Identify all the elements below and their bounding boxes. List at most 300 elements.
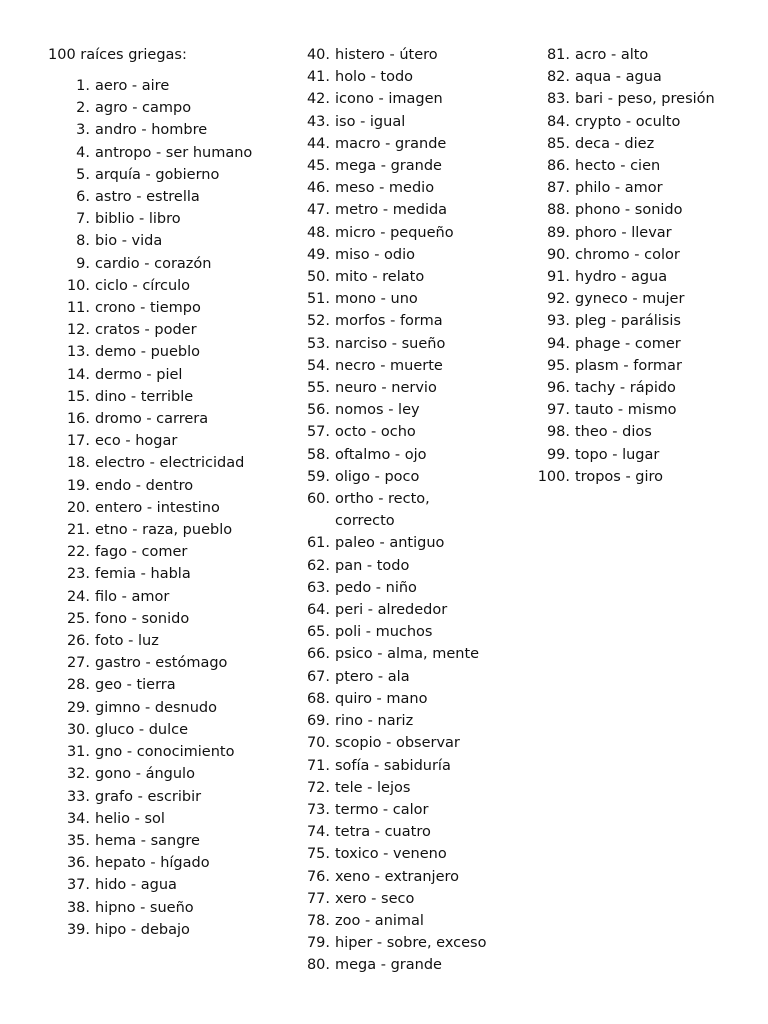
root-definition: ciclo - círculo <box>95 277 191 294</box>
item-number: 53. <box>306 335 330 352</box>
root-definition: pleg - parálisis <box>575 313 681 330</box>
root-definition: poli - muchos <box>335 624 433 641</box>
item-number: 59. <box>306 468 330 485</box>
item-number: 63. <box>306 579 330 596</box>
root-list-item <box>50 497 260 519</box>
item-number: 4. <box>76 144 90 161</box>
root-definition: dermo - piel <box>95 366 183 383</box>
root-list-item <box>300 444 490 466</box>
item-number: 57. <box>306 424 330 441</box>
root-definition: dromo - carrera <box>95 411 209 428</box>
root-list-item <box>300 888 490 910</box>
root-definition: tropos - giro <box>575 468 664 485</box>
item-number: 23. <box>66 566 90 583</box>
item-number: 88. <box>546 202 570 219</box>
root-list-item <box>50 763 260 785</box>
item-number: 31. <box>66 744 90 761</box>
root-list-item <box>50 186 260 208</box>
root-list-item <box>530 111 730 133</box>
item-number: 86. <box>546 158 570 175</box>
root-list-item <box>50 364 260 386</box>
root-definition: crypto - oculto <box>575 113 681 130</box>
root-list-item <box>300 222 490 244</box>
root-definition: foto - luz <box>95 633 159 650</box>
item-number: 60. <box>306 491 330 508</box>
item-number: 40. <box>306 47 330 63</box>
root-list-item <box>300 155 490 177</box>
item-number: 89. <box>546 224 570 241</box>
item-number: 6. <box>76 189 90 206</box>
root-list-item <box>300 466 490 488</box>
root-list-item <box>300 755 490 777</box>
root-list-item <box>50 897 260 919</box>
root-definition: ptero - ala <box>335 668 410 685</box>
root-list-item <box>530 266 730 288</box>
item-number: 76. <box>306 868 330 885</box>
root-list-item <box>530 155 730 177</box>
root-definition: phage - comer <box>575 335 681 352</box>
root-definition: quiro - mano <box>335 690 428 707</box>
item-number: 11. <box>66 300 90 317</box>
item-number: 87. <box>546 180 570 197</box>
item-number: 15. <box>66 388 90 405</box>
root-definition: gono - ángulo <box>95 766 195 783</box>
root-definition: hipo - debajo <box>95 921 190 938</box>
root-list-item <box>300 44 490 66</box>
item-number: 54. <box>306 357 330 374</box>
root-definition: agro - campo <box>95 100 192 117</box>
root-definition: necro - muerte <box>335 357 443 374</box>
root-list-item <box>530 199 730 221</box>
root-list-item <box>50 630 260 652</box>
item-number: 5. <box>76 166 90 183</box>
item-number: 55. <box>306 380 330 397</box>
item-number: 45. <box>306 158 330 175</box>
root-list-item <box>530 399 730 421</box>
item-number: 96. <box>546 380 570 397</box>
root-list-item <box>300 599 490 621</box>
root-definition: geo - tierra <box>95 677 176 694</box>
root-definition: tele - lejos <box>335 779 411 796</box>
root-list-item <box>300 555 490 577</box>
item-number: 35. <box>66 832 90 849</box>
item-number: 37. <box>66 877 90 894</box>
root-definition: gyneco - mujer <box>575 291 685 308</box>
root-list-item <box>300 688 490 710</box>
item-number: 85. <box>546 135 570 152</box>
root-definition: termo - calor <box>335 801 429 818</box>
root-list-item <box>300 177 490 199</box>
item-number: 3. <box>76 122 90 139</box>
root-list-item <box>530 288 730 310</box>
item-number: 66. <box>306 646 330 663</box>
root-list-item <box>530 133 730 155</box>
root-list-item <box>300 355 490 377</box>
root-list-item <box>300 643 490 665</box>
item-number: 25. <box>66 610 90 627</box>
root-definition: psico - alma, mente <box>335 646 480 663</box>
root-list-item <box>300 777 490 799</box>
root-definition: hema - sangre <box>95 832 200 849</box>
root-list-item <box>300 954 490 976</box>
item-number: 62. <box>306 557 330 574</box>
root-list-item <box>300 399 490 421</box>
root-list-item <box>50 541 260 563</box>
root-list-item <box>300 710 490 732</box>
root-definition: toxico - veneno <box>335 846 447 863</box>
root-definition: macro - grande <box>335 135 447 152</box>
root-definition: morfos - forma <box>335 313 443 330</box>
item-number: 67. <box>306 668 330 685</box>
root-list-item <box>50 697 260 719</box>
item-number: 97. <box>546 402 570 419</box>
item-number: 2. <box>76 100 90 117</box>
root-list-item <box>50 586 260 608</box>
root-definition: antropo - ser humano <box>95 144 253 161</box>
root-definition: etno - raza, pueblo <box>95 522 233 539</box>
root-definition: oftalmo - ojo <box>335 446 427 463</box>
root-definition: aero - aire <box>95 78 170 94</box>
item-number: 74. <box>306 824 330 841</box>
item-number: 94. <box>546 335 570 352</box>
root-list-item <box>530 66 730 88</box>
item-number: 26. <box>66 633 90 650</box>
root-definition: acro - alto <box>575 47 649 63</box>
root-definition: deca - diez <box>575 135 655 152</box>
item-number: 24. <box>66 588 90 605</box>
root-list-item <box>300 88 490 110</box>
roots-column-3 <box>530 44 730 488</box>
item-number: 77. <box>306 890 330 907</box>
item-number: 50. <box>306 269 330 286</box>
root-definition: mono - uno <box>335 291 418 308</box>
root-list-item <box>530 44 730 66</box>
root-list-item <box>300 421 490 443</box>
root-list-item <box>300 199 490 221</box>
root-definition: phoro - llevar <box>575 224 672 241</box>
item-number: 19. <box>66 477 90 494</box>
root-list-item <box>50 142 260 164</box>
root-definition: gno - conocimiento <box>95 744 235 761</box>
roots-column-2 <box>300 44 490 977</box>
item-number: 10. <box>66 277 90 294</box>
item-number: 91. <box>546 269 570 286</box>
item-number: 12. <box>66 322 90 339</box>
root-definition: grafo - escribir <box>95 788 202 805</box>
root-definition: scopio - observar <box>335 735 460 752</box>
root-list-item <box>300 821 490 843</box>
item-number: 21. <box>66 522 90 539</box>
root-list-item <box>50 786 260 808</box>
root-definition: andro - hombre <box>95 122 208 139</box>
item-number: 1. <box>76 78 90 94</box>
root-list-item <box>50 319 260 341</box>
root-definition: topo - lugar <box>575 446 660 463</box>
root-list-item <box>300 133 490 155</box>
item-number: 38. <box>66 899 90 916</box>
root-definition: theo - dios <box>575 424 652 441</box>
root-list-item <box>530 88 730 110</box>
item-number: 18. <box>66 455 90 472</box>
item-number: 27. <box>66 655 90 672</box>
root-definition: tetra - cuatro <box>335 824 431 841</box>
item-number: 78. <box>306 912 330 929</box>
root-definition: cratos - poder <box>95 322 197 339</box>
root-definition: fago - comer <box>95 544 188 561</box>
root-definition: femia - habla <box>95 566 191 583</box>
root-definition: plasm - formar <box>575 357 682 374</box>
root-list-item <box>50 741 260 763</box>
root-list-item <box>300 111 490 133</box>
item-number: 92. <box>546 291 570 308</box>
item-number: 49. <box>306 246 330 263</box>
root-list-item <box>300 843 490 865</box>
root-list-item <box>50 386 260 408</box>
page-title: 100 raíces griegas: <box>48 47 187 63</box>
root-list-item <box>300 288 490 310</box>
root-list-item <box>50 297 260 319</box>
item-number: 32. <box>66 766 90 783</box>
item-number: 79. <box>306 935 330 952</box>
root-list-item <box>50 652 260 674</box>
item-number: 29. <box>66 699 90 716</box>
root-list-item <box>300 577 490 599</box>
item-number: 41. <box>306 69 330 86</box>
root-definition: icono - imagen <box>335 91 443 108</box>
item-number: 72. <box>306 779 330 796</box>
root-definition: pan - todo <box>335 557 410 574</box>
item-number: 48. <box>306 224 330 241</box>
root-definition: phono - sonido <box>575 202 683 219</box>
item-number: 20. <box>66 499 90 516</box>
root-definition: pedo - niño <box>335 579 417 596</box>
item-number: 90. <box>546 246 570 263</box>
root-definition: neuro - nervio <box>335 380 437 397</box>
root-definition: endo - dentro <box>95 477 194 494</box>
root-list-item <box>300 377 490 399</box>
root-list-item <box>530 421 730 443</box>
item-number: 36. <box>66 855 90 872</box>
item-number: 99. <box>546 446 570 463</box>
root-list-item <box>530 377 730 399</box>
item-number: 82. <box>546 69 570 86</box>
item-number: 73. <box>306 801 330 818</box>
root-list-item <box>50 475 260 497</box>
root-definition: nomos - ley <box>335 402 420 419</box>
root-definition: xero - seco <box>335 890 415 907</box>
root-definition: zoo - animal <box>335 912 424 929</box>
item-number: 39. <box>66 921 90 938</box>
root-definition: mega - grande <box>335 158 442 175</box>
item-number: 46. <box>306 180 330 197</box>
root-definition: hipno - sueño <box>95 899 194 916</box>
root-list-item <box>300 621 490 643</box>
root-list-item <box>50 164 260 186</box>
item-number: 52. <box>306 313 330 330</box>
root-list-item <box>50 230 260 252</box>
item-number: 81. <box>546 47 570 63</box>
root-definition: crono - tiempo <box>95 300 201 317</box>
root-list-item <box>50 119 260 141</box>
item-number: 51. <box>306 291 330 308</box>
root-list-item <box>50 919 260 941</box>
root-list-item <box>50 830 260 852</box>
root-definition: aqua - agua <box>575 69 662 86</box>
root-definition: paleo - antiguo <box>335 535 445 552</box>
root-definition: demo - pueblo <box>95 344 200 361</box>
root-definition: arquía - gobierno <box>95 166 220 183</box>
root-list-item <box>530 222 730 244</box>
root-definition: tachy - rápido <box>575 380 676 397</box>
root-definition: tauto - mismo <box>575 402 677 419</box>
root-definition: hiper - sobre, exceso <box>335 935 487 952</box>
roots-column-1 <box>50 75 260 941</box>
root-list-item <box>300 310 490 332</box>
item-number: 75. <box>306 846 330 863</box>
item-number: 100. <box>537 468 570 485</box>
root-list-item <box>50 874 260 896</box>
root-definition: octo - ocho <box>335 424 416 441</box>
item-number: 68. <box>306 690 330 707</box>
root-list-item <box>300 333 490 355</box>
item-number: 8. <box>76 233 90 250</box>
root-list-item <box>50 275 260 297</box>
root-list-item <box>50 408 260 430</box>
item-number: 58. <box>306 446 330 463</box>
item-number: 71. <box>306 757 330 774</box>
root-definition: gastro - estómago <box>95 655 228 672</box>
root-definition: bio - vida <box>95 233 163 250</box>
root-definition: gimno - desnudo <box>95 699 218 716</box>
root-definition: entero - intestino <box>95 499 220 516</box>
root-list-item <box>530 177 730 199</box>
root-list-item <box>50 75 260 97</box>
root-list-item <box>300 910 490 932</box>
root-list-item <box>50 430 260 452</box>
root-list-item <box>300 244 490 266</box>
root-list-item <box>530 310 730 332</box>
item-number: 69. <box>306 713 330 730</box>
root-definition: oligo - poco <box>335 468 420 485</box>
root-definition: mega - grande <box>335 957 442 974</box>
item-number: 83. <box>546 91 570 108</box>
item-number: 61. <box>306 535 330 552</box>
root-definition: chromo - color <box>575 246 680 263</box>
root-list-item <box>50 341 260 363</box>
root-definition: miso - odio <box>335 246 416 263</box>
item-number: 64. <box>306 602 330 619</box>
root-list-item <box>300 666 490 688</box>
root-definition: bari - peso, presión <box>575 91 715 108</box>
root-list-item <box>50 97 260 119</box>
item-number: 56. <box>306 402 330 419</box>
root-definition: astro - estrella <box>95 189 200 206</box>
root-definition: eco - hogar <box>95 433 178 450</box>
item-number: 17. <box>66 433 90 450</box>
root-list-item <box>50 852 260 874</box>
item-number: 33. <box>66 788 90 805</box>
root-definition: histero - útero <box>335 47 438 63</box>
item-number: 47. <box>306 202 330 219</box>
root-definition: dino - terrible <box>95 388 194 405</box>
item-number: 9. <box>76 255 90 272</box>
root-definition: electro - electricidad <box>95 455 245 472</box>
root-list-item <box>530 333 730 355</box>
item-number: 65. <box>306 624 330 641</box>
root-list-item <box>50 208 260 230</box>
root-list-item <box>50 563 260 585</box>
item-number: 30. <box>66 721 90 738</box>
item-number: 70. <box>306 735 330 752</box>
item-number: 28. <box>66 677 90 694</box>
root-list-item <box>300 932 490 954</box>
root-definition: mito - relato <box>335 269 425 286</box>
root-definition: cardio - corazón <box>95 255 212 272</box>
item-number: 16. <box>66 411 90 428</box>
root-list-item <box>300 532 490 554</box>
item-number: 13. <box>66 344 90 361</box>
item-number: 43. <box>306 113 330 130</box>
item-number: 22. <box>66 544 90 561</box>
root-definition: hydro - agua <box>575 269 668 286</box>
root-definition: narciso - sueño <box>335 335 446 352</box>
root-list-item <box>50 719 260 741</box>
root-definition: hepato - hígado <box>95 855 210 872</box>
item-number: 80. <box>306 957 330 974</box>
item-number: 84. <box>546 113 570 130</box>
root-definition: sofía - sabiduría <box>335 757 451 774</box>
item-number: 14. <box>66 366 90 383</box>
root-list-item <box>50 519 260 541</box>
root-list-item <box>50 808 260 830</box>
root-list-item <box>50 608 260 630</box>
root-definition: rino - nariz <box>335 713 414 730</box>
root-definition: helio - sol <box>95 810 165 827</box>
root-definition: biblio - libro <box>95 211 181 228</box>
item-number: 7. <box>76 211 90 228</box>
item-number: 34. <box>66 810 90 827</box>
item-number: 95. <box>546 357 570 374</box>
root-definition: micro - pequeño <box>335 224 454 241</box>
root-list-item <box>300 732 490 754</box>
item-number: 44. <box>306 135 330 152</box>
root-list-item <box>300 488 490 532</box>
root-definition: gluco - dulce <box>95 721 189 738</box>
root-list-item <box>50 253 260 275</box>
root-definition: fono - sonido <box>95 610 190 627</box>
item-number: 93. <box>546 313 570 330</box>
root-definition: holo - todo <box>335 69 414 86</box>
root-definition: peri - alrededor <box>335 602 448 619</box>
root-list-item <box>530 444 730 466</box>
root-list-item <box>50 674 260 696</box>
root-list-item <box>50 452 260 474</box>
root-list-item <box>300 266 490 288</box>
root-definition: philo - amor <box>575 180 663 197</box>
root-list-item <box>300 866 490 888</box>
root-definition: hido - agua <box>95 877 177 894</box>
root-list-item <box>300 799 490 821</box>
root-definition: meso - medio <box>335 180 435 197</box>
root-list-item <box>530 466 730 488</box>
root-definition: metro - medida <box>335 202 448 219</box>
root-definition: hecto - cien <box>575 158 661 175</box>
item-number: 98. <box>546 424 570 441</box>
root-list-item <box>530 355 730 377</box>
root-definition: iso - igual <box>335 113 406 130</box>
root-definition: xeno - extranjero <box>335 868 460 885</box>
root-list-item <box>300 66 490 88</box>
